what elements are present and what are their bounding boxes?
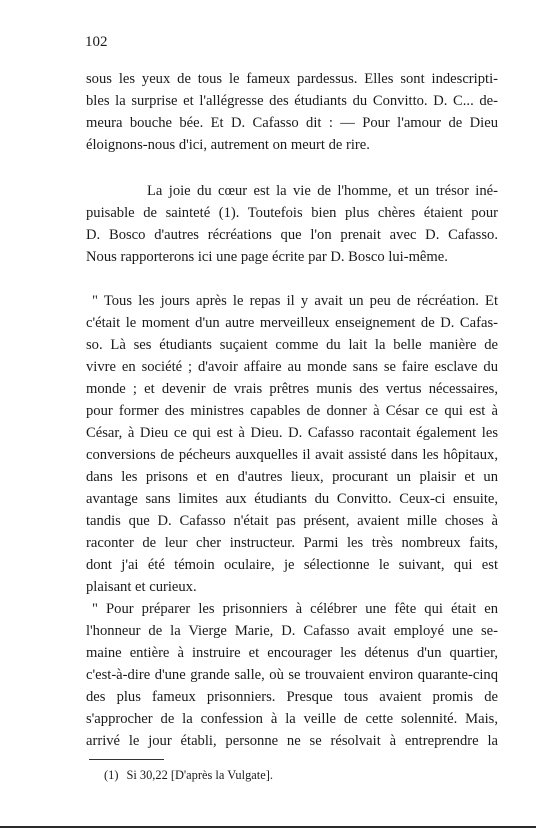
text-line: La joie du cœur est la vie de l'homme, et un trésor iné- (147, 183, 498, 199)
text-line: s'approcher de la confession à la veille de cette solennité. Mais, (86, 711, 498, 727)
page-number: 102 (85, 34, 108, 50)
footnote (104, 768, 273, 783)
text-line: c'était le moment d'un autre merveilleux enseignement de D. Cafas- (86, 315, 498, 331)
text-line: arrivé le jour établi, personne ne se résolvait à entreprendre la (86, 733, 498, 749)
text-line: raconter de leur cher instructeur. Parmi les très nombreux faits, (86, 535, 498, 551)
text-line: Nous rapporterons ici une page écrite par D. Bosco lui-même. (86, 249, 448, 265)
text-line: bles la surprise et l'allégresse des étudiants du Convitto. D. C... de- (86, 93, 498, 109)
text-line: pour former des ministres capables de donner à César ce qui est à (86, 403, 498, 419)
footnote-number: (1) (104, 768, 119, 782)
text-line: D. Bosco d'autres récréations que l'on prenait avec D. Cafasso. (86, 227, 498, 243)
footnote-text: Si 30,22 [D'après la Vulgate]. (126, 768, 273, 782)
text-line: conversions de pécheurs auxquelles il avait assisté dans les hôpitaux, (86, 447, 498, 463)
text-line: " Tous les jours après le repas il y avait un peu de récréation. Et (92, 293, 498, 309)
text-line: " Pour préparer les prisonniers à célébrer une fête qui était en (92, 601, 498, 617)
text-line: dont j'ai été témoin oculaire, je sélectionne le suivant, qui est (86, 557, 498, 573)
text-line: maine entière à instruire et encourager les détenus d'un quartier, (86, 645, 498, 661)
text-line: so. Là ses étudiants suçaient comme du lait la belle manière de (86, 337, 498, 353)
text-line: meura bouche bée. Et D. Cafasso dit : — Pour l'amour de Dieu (86, 115, 498, 131)
text-line: tandis que D. Cafasso n'était pas présent, avaient mille choses à (86, 513, 498, 529)
text-line: puisable de sainteté (1). Toutefois bien plus chères étaient pour (86, 205, 498, 221)
text-line: sous les yeux de tous le fameux pardessus. Elles sont indescripti- (86, 71, 498, 87)
text-line: l'honneur de la Vierge Marie, D. Cafasso avait employé une se- (86, 623, 498, 639)
text-line: éloignons-nous d'ici, autrement on meurt de rire. (86, 137, 370, 153)
text-line: avantage sans limites aux étudiants du Convitto. Ceux-ci ensuite, (86, 491, 498, 507)
text-line: vivre en société ; d'avoir affaire au monde sans se faire esclave du (86, 359, 498, 375)
text-line: dans les prisons et en d'autres lieux, procurant un plaisir et un (86, 469, 498, 485)
footnote-divider (89, 759, 164, 760)
text-line: César, à Dieu ce qui est à Dieu. D. Cafasso racontait également les (86, 425, 498, 441)
text-line: monde ; et devenir de vrais prêtres munis des vertus nécessaires, (86, 381, 498, 397)
text-line: des plus fameux prisonniers. Presque tous avaient promis de (86, 689, 498, 705)
text-line: c'est-à-dire d'une grande salle, où se trouvaient environ quarante-cinq (86, 667, 498, 683)
text-line: plaisant et curieux. (86, 579, 197, 595)
